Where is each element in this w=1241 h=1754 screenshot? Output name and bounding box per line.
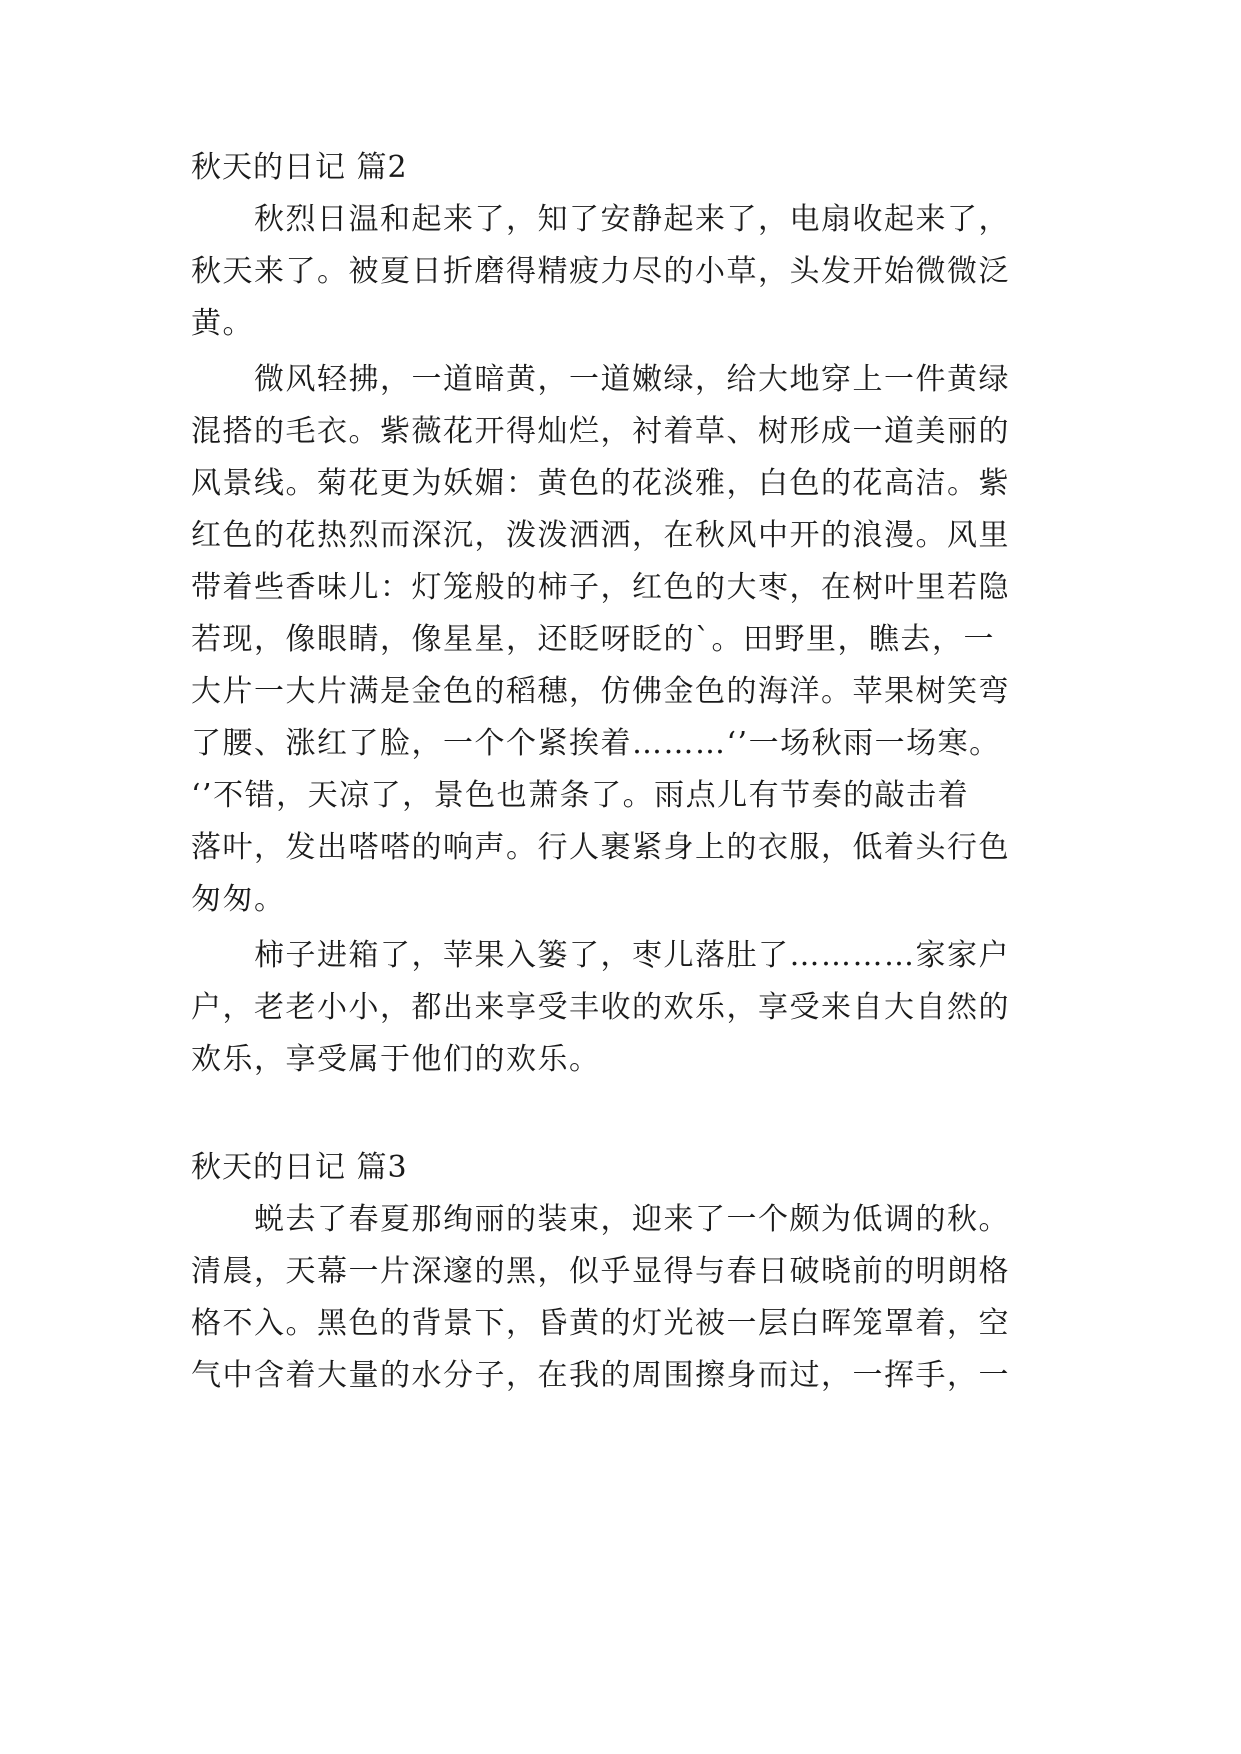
- paragraph-line: 若现，像眼睛，像星星，还眨呀眨的`。田野里，瞧去，一: [191, 622, 995, 657]
- paragraph-line: 秋天来了。被夏日折磨得精疲力尽的小草，头发开始微微泛: [191, 254, 1010, 289]
- paragraph-line: 大片一大片满是金色的稻穗，仿佛金色的海洋。苹果树笑弯: [191, 674, 1010, 709]
- paragraph-line: 清晨，天幕一片深邃的黑，似乎显得与春日破晓前的明朗格: [191, 1254, 1010, 1289]
- paragraph-line: 户，老老小小，都出来享受丰收的欢乐，享受来自大自然的: [191, 990, 1010, 1025]
- paragraph-line: 红色的花热烈而深沉，泼泼洒洒，在秋风中开的浪漫。风里: [191, 518, 1010, 553]
- section-title: 秋天的日记 篇2: [191, 150, 408, 185]
- paragraph-line: ‘’不错，天凉了，景色也萧条了。雨点儿有节奏的敲击着: [191, 778, 970, 813]
- paragraph-line: 秋烈日温和起来了，知了安静起来了，电扇收起来了，: [254, 202, 1010, 237]
- paragraph-line: 气中含着大量的水分子，在我的周围擦身而过，一挥手，一: [191, 1358, 1010, 1393]
- paragraph-line: 风景线。菊花更为妖媚：黄色的花淡雅，白色的花高洁。紫: [191, 466, 1010, 501]
- paragraph-line: 了腰、涨红了脸，一个个紧挨着………‘’一场秋雨一场寒。: [191, 726, 1001, 761]
- paragraph-line: 微风轻拂，一道暗黄，一道嫩绿，给大地穿上一件黄绿: [254, 362, 1010, 397]
- paragraph-line: 匆匆。: [191, 882, 286, 917]
- paragraph-line: 落叶，发出嗒嗒的响声。行人裹紧身上的衣服，低着头行色: [191, 830, 1010, 865]
- paragraph-line: 混搭的毛衣。紫薇花开得灿烂，衬着草、树形成一道美丽的: [191, 414, 1010, 449]
- paragraph-line: 蜕去了春夏那绚丽的装束，迎来了一个颇为低调的秋。: [254, 1202, 1010, 1237]
- paragraph-line: 格不入。黑色的背景下，昏黄的灯光被一层白晖笼罩着，空: [191, 1306, 1010, 1341]
- paragraph-line: 柿子进箱了，苹果入篓了，枣儿落肚了…………家家户: [254, 938, 1010, 973]
- paragraph-line: 带着些香味儿：灯笼般的柿子，红色的大枣，在树叶里若隐: [191, 570, 1010, 605]
- paragraph-line: 欢乐，享受属于他们的欢乐。: [191, 1042, 601, 1077]
- paragraph-line: 黄。: [191, 306, 254, 341]
- section-title: 秋天的日记 篇3: [191, 1150, 408, 1185]
